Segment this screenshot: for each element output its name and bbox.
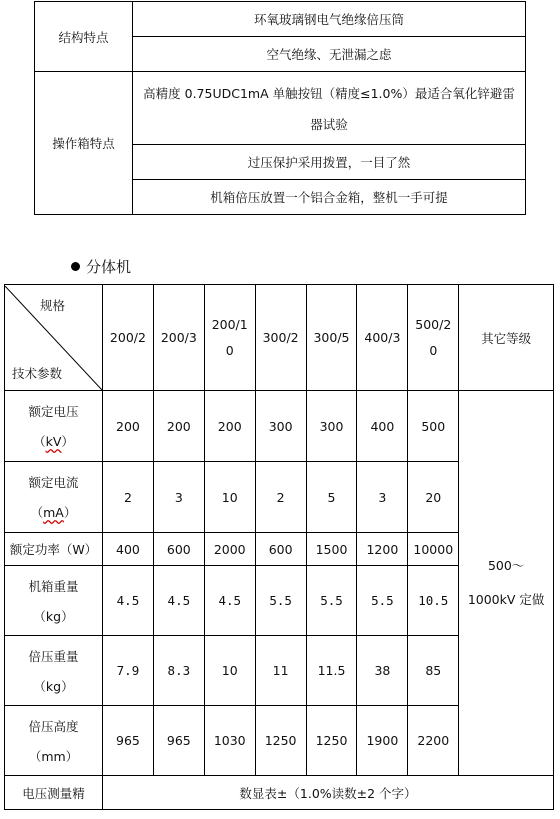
cell: 400 <box>357 391 408 462</box>
section-heading <box>71 256 131 277</box>
cell: 5.5 <box>306 566 357 636</box>
corner-bottom-label: 技术参数 <box>12 365 63 381</box>
cell: 200 <box>204 391 255 462</box>
model-header: 200/1 0 <box>204 285 255 391</box>
cell: 200 <box>103 391 154 462</box>
model-header: 400/3 <box>357 285 408 391</box>
features-table <box>34 1 526 215</box>
row-unit: （mm） <box>28 748 79 764</box>
cell: 1250 <box>306 706 357 776</box>
cell: 2 <box>103 462 154 533</box>
row-label-text: 倍压高度 <box>28 718 79 734</box>
row-unit: （kg） <box>33 678 74 694</box>
footer-label: 电压测量精 <box>5 776 103 810</box>
other-header: 其它等级 <box>459 285 554 391</box>
operation-item: 过压保护采用拨置，一目了然 <box>133 145 526 180</box>
structure-header: 结构特点 <box>35 2 133 72</box>
row-unit: （kV） <box>33 434 74 449</box>
cell: 85 <box>408 636 459 706</box>
model-header: 300/2 <box>255 285 306 391</box>
cell: 3 <box>153 462 204 533</box>
cell: 20 <box>408 462 459 533</box>
row-label-text: 机箱重量 <box>28 578 79 594</box>
corner-cell <box>5 285 103 391</box>
model-header: 300/5 <box>306 285 357 391</box>
cell: 600 <box>255 533 306 566</box>
row-label-text: 额定电流 <box>28 475 79 490</box>
cell: 5.5 <box>357 566 408 636</box>
cell: 10.5 <box>408 566 459 636</box>
cell: 2 <box>255 462 306 533</box>
row-unit: （kg） <box>33 608 74 624</box>
cell: 8.3 <box>153 636 204 706</box>
model-header: 200/3 <box>153 285 204 391</box>
footer-value: 数显表±（1.0%读数±2 个字） <box>103 776 554 810</box>
cell: 965 <box>103 706 154 776</box>
operation-item: 高精度 0.75UDC1mA 单触按钮（精度≤1.0%）最适合氧化锌避雷器试验 <box>133 72 526 145</box>
cell: 300 <box>306 391 357 462</box>
cell: 2200 <box>408 706 459 776</box>
row-label <box>5 462 103 533</box>
cell: 400 <box>103 533 154 566</box>
corner-top-label: 规格 <box>40 297 66 313</box>
cell: 200 <box>153 391 204 462</box>
row-label <box>5 391 103 462</box>
cell: 965 <box>153 706 204 776</box>
section-title: 分体机 <box>86 258 132 276</box>
cell: 5.5 <box>255 566 306 636</box>
cell: 600 <box>153 533 204 566</box>
cell: 7.9 <box>103 636 154 706</box>
model-header: 200/2 <box>103 285 154 391</box>
cell: 1030 <box>204 706 255 776</box>
row-label <box>5 636 103 706</box>
cell: 11.5 <box>306 636 357 706</box>
cell: 3 <box>357 462 408 533</box>
structure-item: 环氧玻璃钢电气绝缘倍压筒 <box>133 2 526 37</box>
operation-item: 机箱倍压放置一个铝合金箱，整机一手可提 <box>133 180 526 215</box>
cell: 4.5 <box>103 566 154 636</box>
cell: 1200 <box>357 533 408 566</box>
row-label-text: 额定电压 <box>28 404 79 419</box>
spec-table <box>4 284 554 810</box>
structure-item: 空气绝缘、无泄漏之虑 <box>133 37 526 72</box>
cell: 4.5 <box>204 566 255 636</box>
cell: 10 <box>204 462 255 533</box>
row-label <box>5 566 103 636</box>
cell: 10000 <box>408 533 459 566</box>
cell: 4.5 <box>153 566 204 636</box>
operation-header: 操作箱特点 <box>35 72 133 215</box>
bullet-icon <box>71 262 80 271</box>
other-value: 500～1000kV 定做 <box>459 391 554 776</box>
row-label: 额定功率（W） <box>5 533 103 566</box>
cell: 5 <box>306 462 357 533</box>
cell: 1500 <box>306 533 357 566</box>
row-unit: （mA） <box>30 505 77 520</box>
cell: 11 <box>255 636 306 706</box>
cell: 500 <box>408 391 459 462</box>
cell: 300 <box>255 391 306 462</box>
cell: 38 <box>357 636 408 706</box>
cell: 1900 <box>357 706 408 776</box>
cell: 1250 <box>255 706 306 776</box>
row-label-text: 倍压重量 <box>28 648 79 664</box>
cell: 2000 <box>204 533 255 566</box>
cell: 10 <box>204 636 255 706</box>
row-label <box>5 706 103 776</box>
model-header: 500/2 0 <box>408 285 459 391</box>
